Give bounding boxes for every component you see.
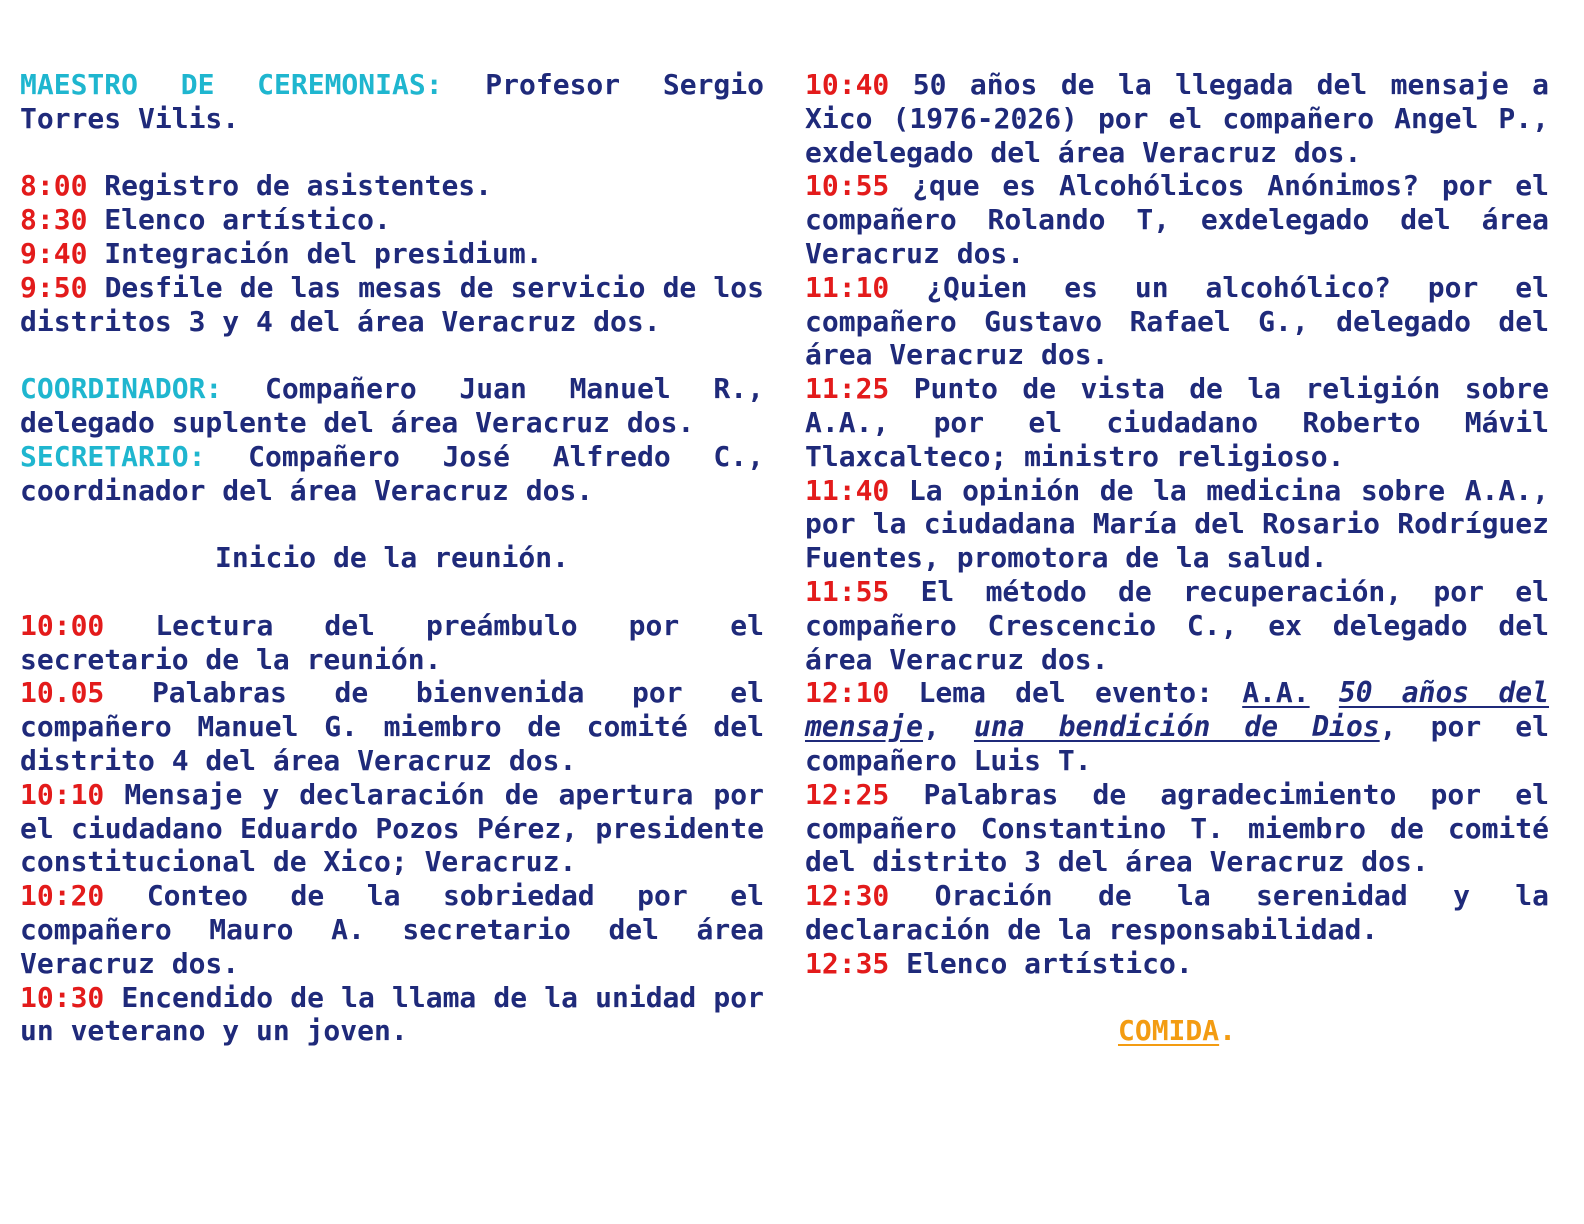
lema-motto-2: una bendición de Dios [973, 710, 1380, 744]
schedule-text: Punto de vista de la religión sobre A.A., por el ciudadano Roberto Mávil Tlaxcalteco; ministro religioso. [805, 372, 1549, 473]
schedule-time: 12:10 [805, 676, 890, 710]
coordinador-text: Compañero Juan Manuel R., delegado suplente del área Veracruz dos. [20, 372, 764, 439]
schedule-item [20, 676, 764, 777]
lema-aa: A.A. [1242, 676, 1310, 710]
coordinador-label: COORDINADOR: [20, 372, 223, 406]
schedule-item [805, 879, 1549, 947]
schedule-text: ¿Quien es un alcohólico? por el compañero Gustavo Rafael G., delegado del área Veracruz dos. [805, 270, 1549, 372]
schedule-text: ¿que es Alcohólicos Anónimos? por el compañero Rolando T, exdelegado del área Veracruz dos. [805, 169, 1549, 270]
schedule-time: 8:00 [20, 169, 88, 203]
inicio-heading: Inicio de la reunión. [214, 541, 569, 575]
schedule-time: 11:10 [805, 270, 890, 304]
maestro-label: MAESTRO DE CEREMONIAS: [20, 68, 443, 101]
schedule-item [805, 372, 1549, 473]
maestro-text: Profesor Sergio Torres Vilis. [20, 68, 764, 135]
comida-dot: . [1219, 1014, 1236, 1048]
lema-post: , por el compañero Luis T. [805, 710, 1549, 777]
schedule-time: 11:25 [805, 372, 890, 406]
lema-motto: 50 años del mensaje [805, 676, 1550, 744]
schedule-time: 10:20 [20, 879, 105, 913]
schedule-text: Oración de la serenidad y la declaración de la responsabilidad. [805, 879, 1549, 946]
schedule-item [805, 68, 1549, 169]
schedule-time: 8:30 [20, 203, 88, 237]
schedule-time: 10:40 [805, 68, 890, 101]
schedule-time: 12:25 [805, 777, 890, 811]
schedule-text: Elenco artístico. [87, 203, 391, 237]
schedule-item [20, 169, 764, 203]
schedule-text: Lectura del preámbulo por el secretario de la reunión. [20, 608, 764, 676]
comida-label: COMIDA [1117, 1014, 1220, 1048]
right-column [805, 68, 1549, 1048]
schedule-time: 12:35 [805, 946, 890, 980]
schedule-text: Registro de asistentes. [87, 169, 493, 203]
secretario-line [20, 440, 764, 508]
schedule-item [20, 271, 764, 339]
comida-heading [805, 1014, 1549, 1048]
secretario-label: SECRETARIO: [20, 439, 206, 473]
lema-item [805, 676, 1549, 777]
schedule-item [20, 237, 764, 271]
schedule-time: 10:30 [20, 980, 105, 1014]
schedule-text: La opinión de la medicina sobre A.A., por la ciudadana María del Rosario Rodríguez Fuentes, promotora de la salud. [805, 473, 1549, 575]
schedule-text: Conteo de la sobriedad por el compañero Mauro A. secretario del área Veracruz dos. [20, 879, 764, 980]
schedule-text: El método de recuperación, por el compañero Crescencio C., ex delegado del área Veracruz dos. [805, 574, 1549, 676]
schedule-time: 10:10 [20, 777, 105, 811]
schedule-time: 11:40 [805, 473, 890, 507]
schedule-item [20, 609, 764, 677]
lema-comma: , [923, 710, 940, 744]
coordinador-line [20, 372, 764, 440]
lema-space [940, 710, 974, 743]
schedule-text: Elenco artístico. [889, 946, 1193, 980]
schedule-time: 10:55 [805, 169, 890, 203]
secretario-text: Compañero José Alfredo C., coordinador del área Veracruz dos. [20, 439, 764, 507]
left-column [20, 68, 764, 1048]
schedule-text: Integración del presidium. [87, 236, 543, 270]
schedule-item [805, 271, 1549, 372]
schedule-time: 9:50 [20, 270, 88, 304]
schedule-item [20, 981, 764, 1049]
schedule-item [20, 879, 764, 980]
schedule-item [805, 169, 1549, 270]
schedule-item [20, 203, 764, 237]
schedule-time: 10.05 [20, 676, 105, 710]
lema-space [1310, 676, 1339, 709]
schedule-text: Palabras de agradecimiento por el compañero Constantino T. miembro de comité del distrito 3 del área Veracruz dos. [805, 777, 1549, 879]
schedule-text: Desfile de las mesas de servicio de los distritos 3 y 4 del área Veracruz dos. [20, 270, 764, 338]
schedule-item [805, 947, 1549, 981]
schedule-text: 50 años de la llegada del mensaje a Xico (1976-2026) por el compañero Angel P., exdelegado del área Veracruz dos. [805, 68, 1549, 169]
schedule-time: 10:00 [20, 608, 105, 642]
schedule-item [805, 778, 1549, 879]
schedule-item [805, 474, 1549, 575]
schedule-text: Palabras de bienvenida por el compañero Manuel G. miembro de comité del distrito 4 del área Veracruz dos. [20, 676, 764, 777]
schedule-text: Mensaje y declaración de apertura por el ciudadano Eduardo Pozos Pérez, presidente constitucional de Xico; Veracruz. [20, 777, 764, 879]
schedule-item [805, 575, 1549, 676]
schedule-time: 11:55 [805, 574, 890, 608]
schedule-text: Encendido de la llama de la unidad por un veterano y un joven. [20, 980, 764, 1048]
lema-pre: Lema del evento: [889, 676, 1243, 710]
schedule-item [20, 778, 764, 879]
schedule-time: 12:30 [805, 879, 890, 913]
schedule-time: 9:40 [20, 236, 88, 270]
maestro-line [20, 68, 764, 136]
